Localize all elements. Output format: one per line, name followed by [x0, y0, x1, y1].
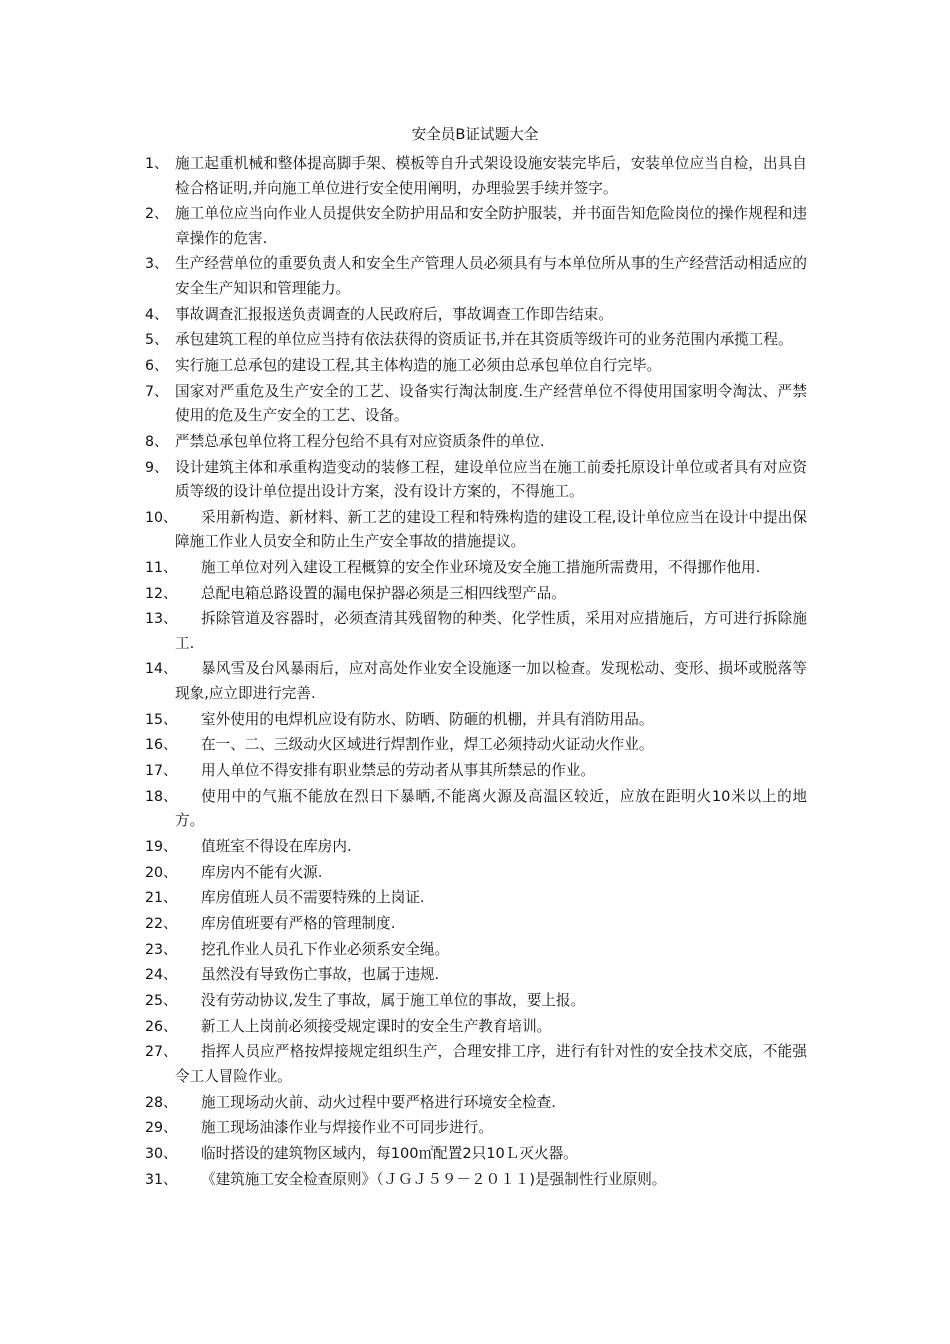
list-item	[0, 989, 950, 1014]
item-number: 12、	[145, 585, 178, 602]
item-text: 值班室不得设在库房内.	[201, 837, 352, 855]
item-number: 11、	[145, 559, 178, 576]
item-number: 31、	[145, 1171, 178, 1188]
item-number: 30、	[145, 1145, 178, 1162]
list-item	[0, 759, 950, 784]
item-text: 用人单位不得安排有职业禁忌的劳动者从事其所禁忌的作业。	[201, 762, 596, 779]
item-number: 19、	[145, 838, 178, 855]
list-item	[0, 733, 950, 758]
item-number: 26、	[145, 1018, 178, 1035]
item-text: 库房值班要有严格的管理制度.	[201, 914, 396, 932]
item-number: 14、	[145, 661, 178, 678]
list-item	[0, 708, 950, 733]
item-number: 4、	[145, 306, 169, 323]
item-text: 采用新构造、新材料、新工艺的建设工程和特殊构造的建设工程,设计单位应当在设计中提出保障施工作业人员安全和防止生产安全事故的措施提议。	[175, 508, 807, 551]
item-text: 临时搭设的建筑物区域内，每100㎡配置2只10Ｌ灭火器。	[201, 1144, 578, 1162]
item-text: 承包建筑工程的单位应当持有依法获得的资质证书,并在其资质等级许可的业务范围内承揽工程。	[175, 331, 793, 349]
item-number: 28、	[145, 1094, 178, 1111]
item-text: 拆除管道及容器时，必须查清其残留物的种类、化学性质，采用对应措施后，方可进行拆除施工.	[175, 610, 807, 652]
item-text: 总配电箱总路设置的漏电保护器必须是三相四线型产品。	[201, 584, 566, 602]
list-item	[0, 785, 950, 834]
list-item	[0, 607, 950, 656]
item-text: 施工单位对列入建设工程概算的安全作业环境及安全施工措施所需费用，不得挪作他用.	[201, 558, 761, 576]
item-number: 23、	[145, 941, 178, 958]
item-number: 24、	[145, 967, 178, 984]
list-item	[0, 303, 950, 328]
list-item	[0, 1168, 950, 1193]
item-text: 没有劳动协议,发生了事故，属于施工单位的事故，要上报。	[201, 992, 586, 1009]
item-text: 挖孔作业人员孔下作业必须系安全绳。	[201, 940, 450, 958]
item-number: 25、	[145, 993, 178, 1009]
list-item	[0, 380, 950, 429]
list-item	[0, 354, 950, 379]
question-list	[0, 152, 950, 1192]
item-text: 虽然没有导致伤亡事故，也属于违规.	[201, 966, 440, 984]
list-item	[0, 886, 950, 911]
list-item	[0, 938, 950, 963]
item-text: 设计建筑主体和承重构造变动的装修工程，建设单位应当在施工前委托原设计单位或者具有对应资质等级的设计单位提出设计方案，没有设计方案的，不得施工。	[175, 458, 807, 500]
list-item	[0, 456, 950, 505]
item-text: 新工人上岗前必须接受规定课时的安全生产教育培训。	[201, 1017, 552, 1035]
list-item	[0, 152, 950, 201]
list-item	[0, 328, 950, 353]
item-text: 施工现场动火前、动火过程中要严格进行环境安全检查.	[201, 1093, 556, 1111]
item-number: 27、	[145, 1044, 178, 1061]
item-text: 国家对严重危及生产安全的工艺、设备实行淘汰制度.生产经营单位不得使用国家明令淘汰、严禁使用的危及生产安全的工艺、设备。	[175, 382, 807, 425]
item-number: 5、	[145, 332, 169, 349]
item-number: 21、	[145, 890, 178, 907]
item-number: 8、	[145, 433, 169, 450]
item-number: 29、	[145, 1120, 178, 1137]
list-item	[0, 252, 950, 301]
item-number: 2、	[145, 206, 169, 223]
list-item	[0, 1142, 950, 1167]
item-text: 暴风雪及台风暴雨后，应对高处作业安全设施逐一加以检查。发现松动、变形、损坏或脱落等现象,应立即进行完善.	[175, 660, 807, 702]
item-text: 事故调查汇报报送负责调查的人民政府后，事故调查工作即告结束。	[175, 305, 613, 323]
item-number: 15、	[145, 711, 178, 728]
list-item	[0, 1040, 950, 1089]
item-text: 生产经营单位的重要负责人和安全生产管理人员必须具有与本单位所从事的生产经营活动相适应的安全生产知识和管理能力。	[175, 255, 807, 297]
item-text: 库房内不能有火源.	[201, 863, 323, 881]
list-item	[0, 1091, 950, 1116]
item-text: 库房值班人员不需要特殊的上岗证.	[201, 889, 425, 907]
list-item	[0, 657, 950, 706]
item-number: 3、	[145, 256, 169, 273]
item-text: 施工现场油漆作业与焊接作业不可同步进行。	[201, 1119, 493, 1137]
list-item	[0, 430, 950, 455]
list-item	[0, 1015, 950, 1040]
list-item	[0, 963, 950, 988]
item-text: 施工起重机械和整体提高脚手架、模板等自升式架设设施安装完毕后，安装单位应当自检，出具自检合格证明,并向施工单位进行安全使用阐明，办理验罢手续并签字。	[175, 155, 807, 197]
list-item	[0, 861, 950, 886]
list-item	[0, 506, 950, 555]
item-text: 室外使用的电焊机应设有防水、防晒、防砸的机棚，并具有消防用品。	[201, 710, 654, 728]
item-text: 实行施工总承包的建设工程,其主体构造的施工必须由总承包单位自行完毕。	[175, 356, 662, 374]
list-item	[0, 556, 950, 581]
item-number: 10、	[145, 509, 178, 526]
item-text: 指挥人员应严格按焊接规定组织生产，合理安排工序，进行有针对性的安全技术交底，不能强令工人冒险作业。	[175, 1043, 807, 1085]
item-number: 1、	[145, 156, 169, 172]
item-number: 7、	[145, 383, 169, 400]
item-number: 22、	[145, 915, 178, 932]
list-item	[0, 582, 950, 607]
document-title: 安全员B证试题大全	[411, 126, 539, 143]
item-number: 6、	[145, 357, 169, 374]
item-number: 18、	[145, 788, 178, 805]
item-number: 9、	[145, 459, 169, 476]
item-text: 使用中的气瓶不能放在烈日下暴晒,不能离火源及高温区较近，应放在距明火10米以上的地方。	[175, 787, 807, 830]
list-item	[0, 835, 950, 860]
item-number: 20、	[145, 864, 178, 881]
item-text: 施工单位应当向作业人员提供安全防护用品和安全防护服装，并书面告知危险岗位的操作规程和违章操作的危害.	[175, 205, 807, 247]
item-text: 《建筑施工安全检查原则》（ＪＧＪ５９－２０１１)是强制性行业原则。	[201, 1170, 667, 1188]
item-text: 在一、二、三级动火区域进行焊割作业，焊工必须持动火证动火作业。	[201, 736, 654, 754]
list-item	[0, 912, 950, 937]
list-item	[0, 1116, 950, 1141]
list-item	[0, 202, 950, 251]
item-number: 16、	[145, 737, 178, 754]
item-number: 17、	[145, 763, 178, 779]
item-number: 13、	[145, 611, 178, 628]
item-text: 严禁总承包单位将工程分包给不具有对应资质条件的单位.	[175, 432, 545, 450]
